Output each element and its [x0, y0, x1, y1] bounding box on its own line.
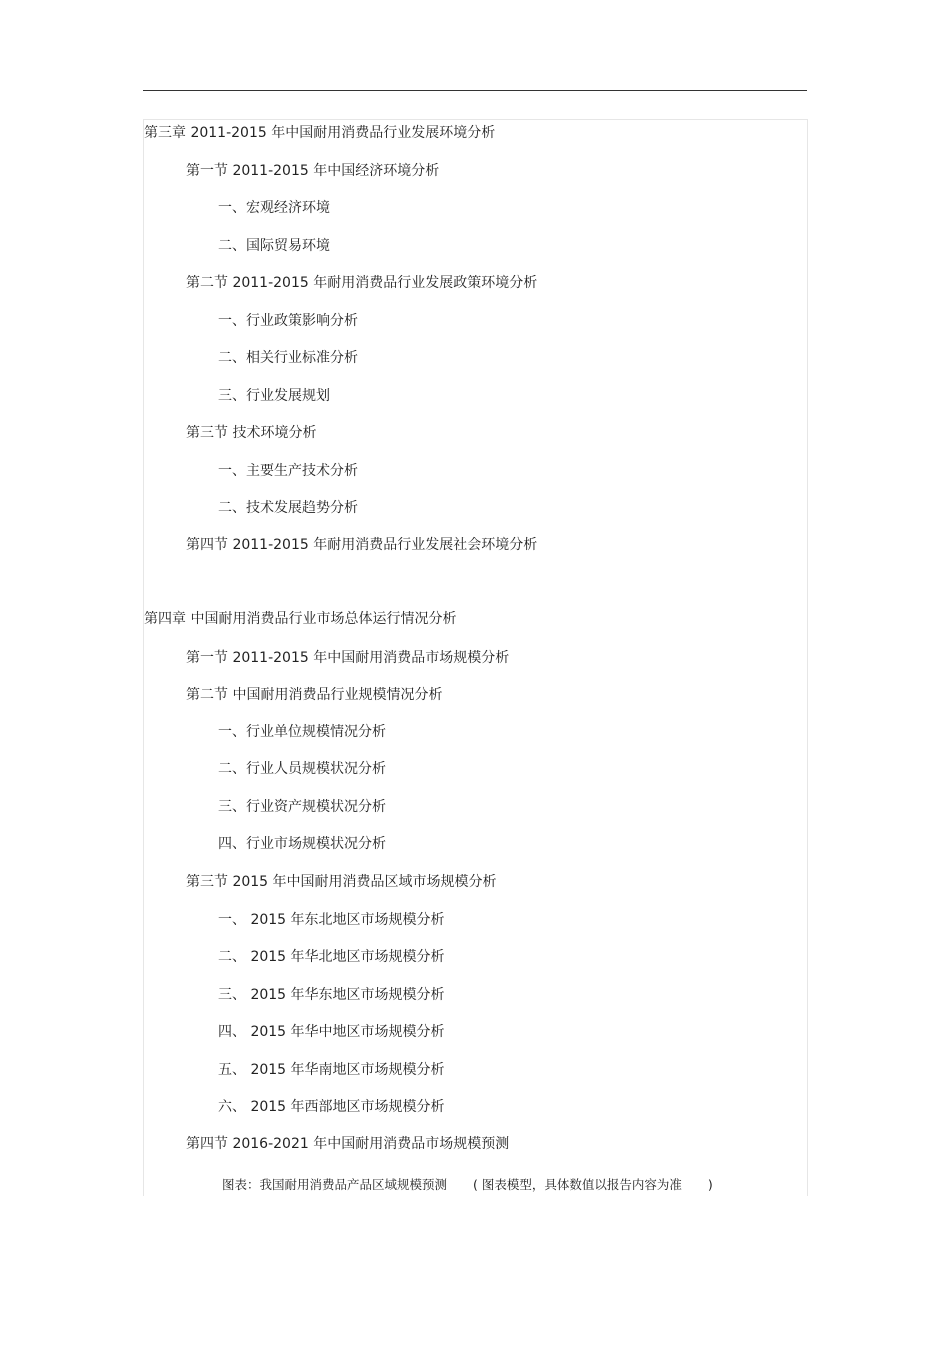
toc-section: 第一节 2011-2015 年中国耐用消费品市场规模分析: [186, 650, 510, 666]
toc-subsection: 五、 2015 年华南地区市场规模分析: [218, 1062, 445, 1078]
header-rule: [143, 90, 807, 91]
toc-subsection: 一、 2015 年东北地区市场规模分析: [218, 912, 445, 928]
figure-caption: [222, 1177, 713, 1193]
toc-section: 第二节 2011-2015 年耐用消费品行业发展政策环境分析: [186, 275, 538, 291]
toc-subsection: 一、宏观经济环境: [218, 200, 330, 216]
toc-subsection: 六、 2015 年西部地区市场规模分析: [218, 1099, 445, 1115]
toc-subsection: 二、行业人员规模状况分析: [218, 761, 386, 777]
toc-subsection: 三、 2015 年华东地区市场规模分析: [218, 987, 445, 1003]
toc-subsection: 二、国际贸易环境: [218, 238, 330, 254]
toc-subsection: 一、主要生产技术分析: [218, 463, 358, 479]
toc-subsection: 二、相关行业标准分析: [218, 350, 358, 366]
toc-subsection: 二、技术发展趋势分析: [218, 500, 358, 516]
toc-section: 第二节 中国耐用消费品行业规模情况分析: [186, 687, 443, 703]
toc-subsection: 三、行业发展规划: [218, 388, 330, 404]
toc-subsection: 四、 2015 年华中地区市场规模分析: [218, 1024, 445, 1040]
toc-section: 第三节 2015 年中国耐用消费品区域市场规模分析: [186, 874, 497, 890]
toc-subsection: 一、行业单位规模情况分析: [218, 724, 386, 740]
toc-subsection: 二、 2015 年华北地区市场规模分析: [218, 949, 445, 965]
toc-chapter: 第四章 中国耐用消费品行业市场总体运行情况分析: [144, 611, 457, 627]
caption-close: ): [707, 1177, 713, 1192]
toc-section: 第三节 技术环境分析: [186, 425, 317, 441]
toc-subsection: 一、行业政策影响分析: [218, 313, 358, 329]
toc-subsection: 四、行业市场规模状况分析: [218, 836, 386, 852]
toc-chapter: 第三章 2011-2015 年中国耐用消费品行业发展环境分析: [144, 125, 496, 141]
toc-subsection: 三、行业资产规模状况分析: [218, 799, 386, 815]
toc-section: 第四节 2011-2015 年耐用消费品行业发展社会环境分析: [186, 537, 538, 553]
toc-section: 第一节 2011-2015 年中国经济环境分析: [186, 163, 440, 179]
caption-note: ( 图表模型，具体数值以报告内容为准: [473, 1177, 682, 1192]
caption-label: 图表：我国耐用消费品产品区域规模预测: [222, 1177, 448, 1192]
toc-section: 第四节 2016-2021 年中国耐用消费品市场规模预测: [186, 1136, 510, 1152]
